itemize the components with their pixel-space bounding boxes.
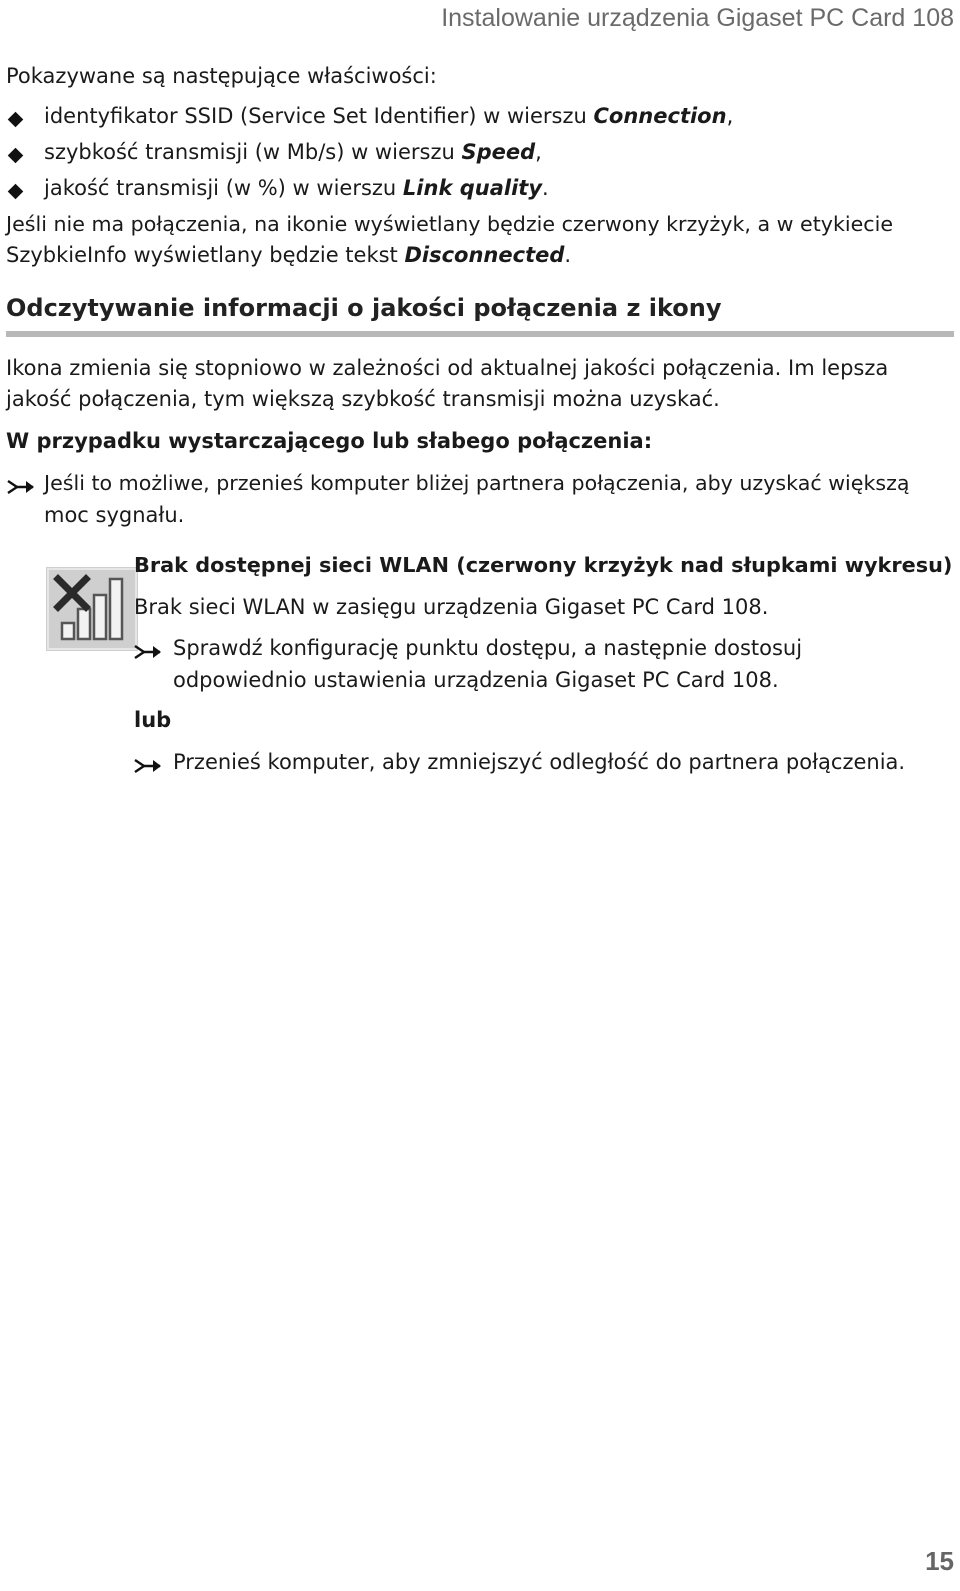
bullet-icon <box>8 112 23 127</box>
property-speed: szybkość transmisji (w Mb/s) w wierszu Speed, <box>44 140 542 164</box>
no-wlan-title: Brak dostępnej sieci WLAN (czerwony krzyżyk nad słupkami wykresu) <box>134 553 953 577</box>
section-divider <box>6 331 954 337</box>
no-wlan-step1-line-2: odpowiednio ustawienia urządzenia Gigaset PC Card 108. <box>173 668 779 692</box>
no-wlan-step1-line-1: Sprawdź konfigurację punktu dostępu, a następnie dostosuj <box>173 636 803 660</box>
section-para-line-1: Ikona zmienia się stopniowo w zależności od aktualnej jakości połączenia. Im lepsza <box>6 356 889 380</box>
step-line-1: Jeśli to możliwe, przenieś komputer bliżej partnera połączenia, aby uzyskać większą <box>44 471 910 495</box>
bullet-icon <box>8 184 23 199</box>
subheading: W przypadku wystarczającego lub słabego połączenia: <box>6 429 653 453</box>
intro-text: Pokazywane są następujące właściwości: <box>6 64 437 88</box>
running-header: Instalowanie urządzenia Gigaset PC Card 108 <box>441 4 954 32</box>
page-number: 15 <box>925 1546 954 1576</box>
property-connection: identyfikator SSID (Service Set Identifier) w wierszu Connection, <box>44 104 734 128</box>
or-label: lub <box>134 708 172 732</box>
arrow-icon <box>134 643 162 661</box>
no-connection-line-1: Jeśli nie ma połączenia, na ikonie wyświetlany będzie czerwony krzyżyk, a w etykiecie <box>6 212 894 236</box>
no-wlan-desc: Brak sieci WLAN w zasięgu urządzenia Gigaset PC Card 108. <box>134 595 769 619</box>
signal-bars-red-x-icon <box>46 567 138 651</box>
section-heading: Odczytywanie informacji o jakości połączenia z ikony <box>6 294 722 322</box>
bullet-icon <box>8 148 23 163</box>
no-wlan-step2: Przenieś komputer, aby zmniejszyć odległość do partnera połączenia. <box>173 750 906 774</box>
step-line-2: moc sygnału. <box>44 503 185 527</box>
section-para-line-2: jakość połączenia, tym większą szybkość transmisji można uzyskać. <box>6 387 720 411</box>
arrow-icon <box>134 757 162 775</box>
no-connection-line-2: SzybkieInfo wyświetlany będzie tekst Disconnected. <box>6 243 572 267</box>
property-link-quality: jakość transmisji (w %) w wierszu Link quality. <box>44 176 549 200</box>
arrow-icon <box>7 478 35 496</box>
